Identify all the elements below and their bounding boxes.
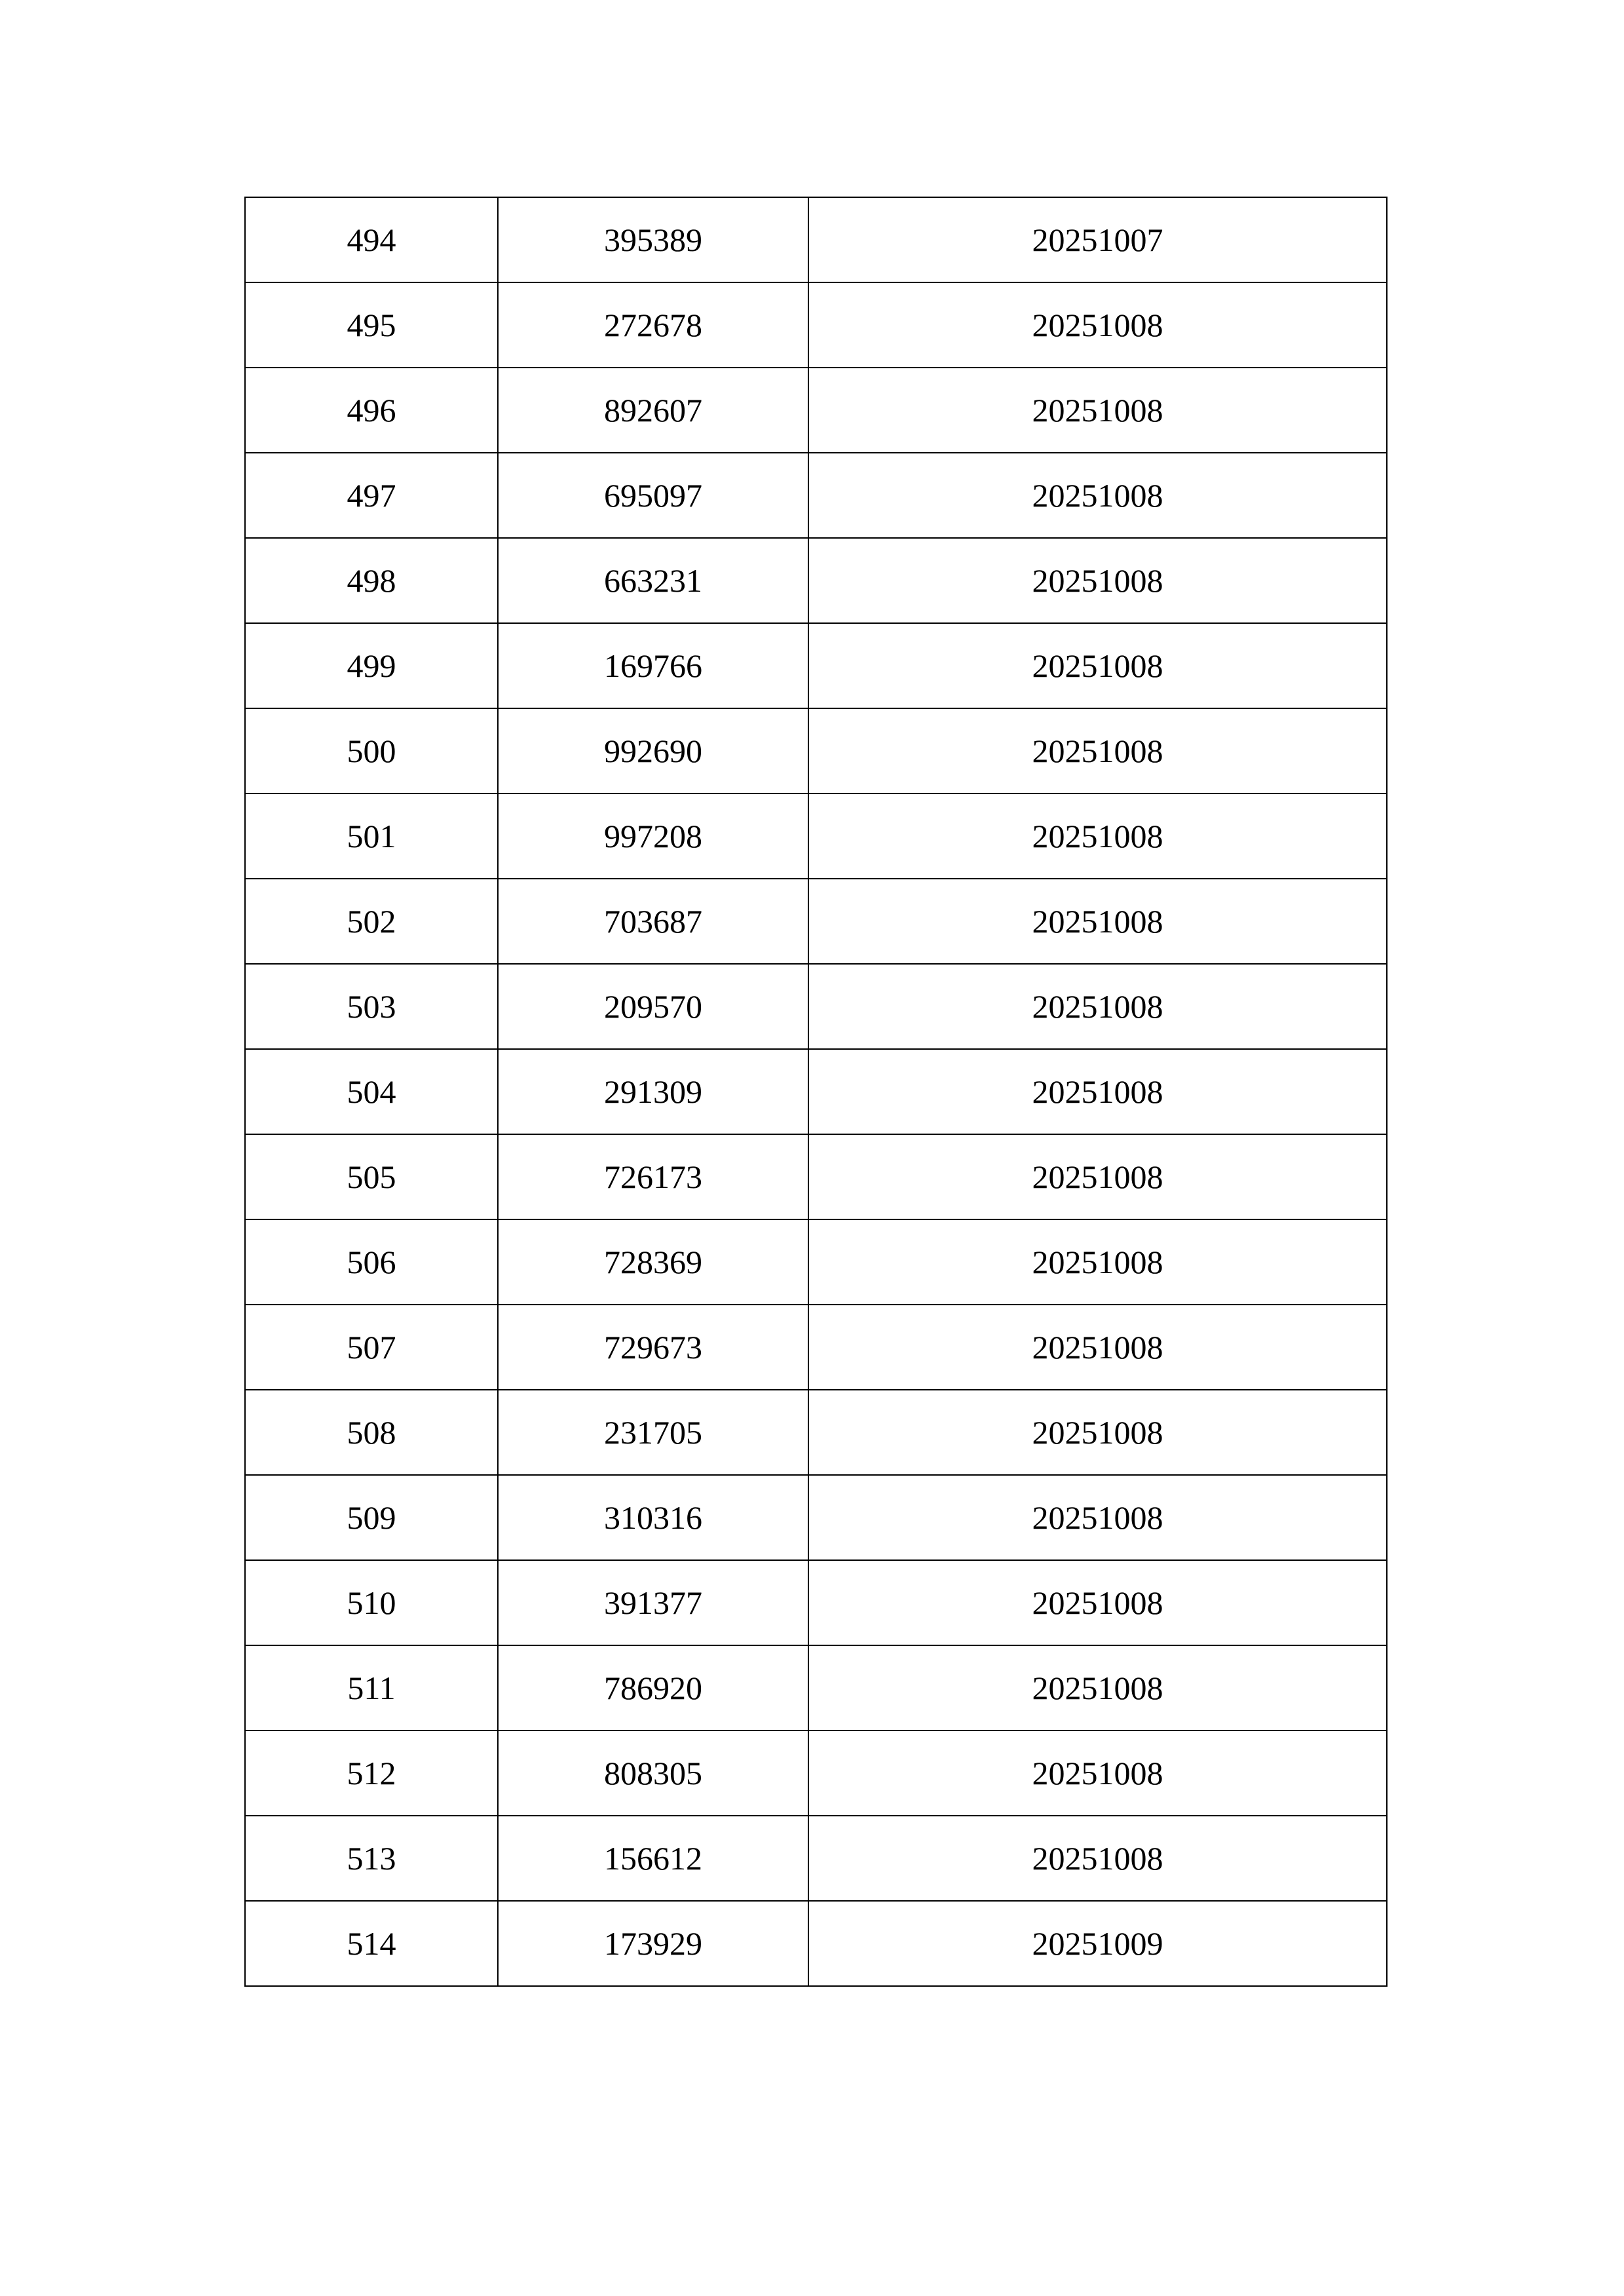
- sequence-number-cell: 510: [245, 1560, 498, 1645]
- sequence-number-cell: 504: [245, 1049, 498, 1134]
- date-cell: 20251007: [808, 197, 1387, 282]
- table-row: [245, 538, 1387, 623]
- code-cell: 156612: [498, 1816, 808, 1901]
- sequence-number-cell: 508: [245, 1390, 498, 1475]
- sequence-number-cell: 514: [245, 1901, 498, 1986]
- date-cell: 20251008: [808, 1475, 1387, 1560]
- table-row: [245, 1901, 1387, 1986]
- date-cell: 20251008: [808, 1645, 1387, 1731]
- code-cell: 695097: [498, 453, 808, 538]
- table-row: [245, 197, 1387, 282]
- sequence-number-cell: 497: [245, 453, 498, 538]
- date-cell: 20251008: [808, 1049, 1387, 1134]
- code-cell: 663231: [498, 538, 808, 623]
- date-cell: 20251008: [808, 1219, 1387, 1305]
- date-cell: 20251008: [808, 1134, 1387, 1219]
- date-cell: 20251008: [808, 623, 1387, 708]
- sequence-number-cell: 501: [245, 794, 498, 879]
- date-cell: 20251008: [808, 1305, 1387, 1390]
- sequence-number-cell: 502: [245, 879, 498, 964]
- code-cell: 808305: [498, 1731, 808, 1816]
- sequence-number-cell: 507: [245, 1305, 498, 1390]
- code-cell: 173929: [498, 1901, 808, 1986]
- date-cell: 20251008: [808, 794, 1387, 879]
- date-cell: 20251008: [808, 1560, 1387, 1645]
- code-cell: 729673: [498, 1305, 808, 1390]
- table-row: [245, 1219, 1387, 1305]
- sequence-number-cell: 498: [245, 538, 498, 623]
- date-cell: 20251008: [808, 282, 1387, 368]
- table-row: [245, 453, 1387, 538]
- sequence-number-cell: 513: [245, 1816, 498, 1901]
- table-row: [245, 1134, 1387, 1219]
- table-row: [245, 1645, 1387, 1731]
- table-row: [245, 708, 1387, 794]
- table-row: [245, 282, 1387, 368]
- date-cell: 20251008: [808, 708, 1387, 794]
- date-cell: 20251008: [808, 368, 1387, 453]
- table-row: [245, 1390, 1387, 1475]
- sequence-number-cell: 495: [245, 282, 498, 368]
- table-row: [245, 623, 1387, 708]
- sequence-number-cell: 506: [245, 1219, 498, 1305]
- sequence-number-cell: 505: [245, 1134, 498, 1219]
- table-row: [245, 1560, 1387, 1645]
- table-row: [245, 879, 1387, 964]
- date-cell: 20251008: [808, 1816, 1387, 1901]
- code-cell: 992690: [498, 708, 808, 794]
- code-cell: 209570: [498, 964, 808, 1049]
- table-row: [245, 1731, 1387, 1816]
- code-cell: 272678: [498, 282, 808, 368]
- table-row: [245, 794, 1387, 879]
- table-row: [245, 1305, 1387, 1390]
- table-body: [245, 197, 1387, 1986]
- sequence-number-cell: 509: [245, 1475, 498, 1560]
- code-cell: 728369: [498, 1219, 808, 1305]
- code-cell: 231705: [498, 1390, 808, 1475]
- sequence-number-cell: 496: [245, 368, 498, 453]
- date-cell: 20251009: [808, 1901, 1387, 1986]
- date-cell: 20251008: [808, 1731, 1387, 1816]
- sequence-number-cell: 494: [245, 197, 498, 282]
- sequence-number-cell: 499: [245, 623, 498, 708]
- date-cell: 20251008: [808, 964, 1387, 1049]
- sequence-number-cell: 511: [245, 1645, 498, 1731]
- date-cell: 20251008: [808, 1390, 1387, 1475]
- code-cell: 726173: [498, 1134, 808, 1219]
- table-row: [245, 1475, 1387, 1560]
- date-cell: 20251008: [808, 538, 1387, 623]
- code-cell: 892607: [498, 368, 808, 453]
- sequence-number-cell: 512: [245, 1731, 498, 1816]
- date-cell: 20251008: [808, 879, 1387, 964]
- code-cell: 291309: [498, 1049, 808, 1134]
- date-cell: 20251008: [808, 453, 1387, 538]
- data-table: [244, 197, 1388, 1987]
- table-row: [245, 964, 1387, 1049]
- code-cell: 786920: [498, 1645, 808, 1731]
- code-cell: 395389: [498, 197, 808, 282]
- code-cell: 310316: [498, 1475, 808, 1560]
- table-row: [245, 368, 1387, 453]
- sequence-number-cell: 503: [245, 964, 498, 1049]
- code-cell: 391377: [498, 1560, 808, 1645]
- code-cell: 997208: [498, 794, 808, 879]
- table-row: [245, 1049, 1387, 1134]
- sequence-number-cell: 500: [245, 708, 498, 794]
- code-cell: 169766: [498, 623, 808, 708]
- code-cell: 703687: [498, 879, 808, 964]
- table-row: [245, 1816, 1387, 1901]
